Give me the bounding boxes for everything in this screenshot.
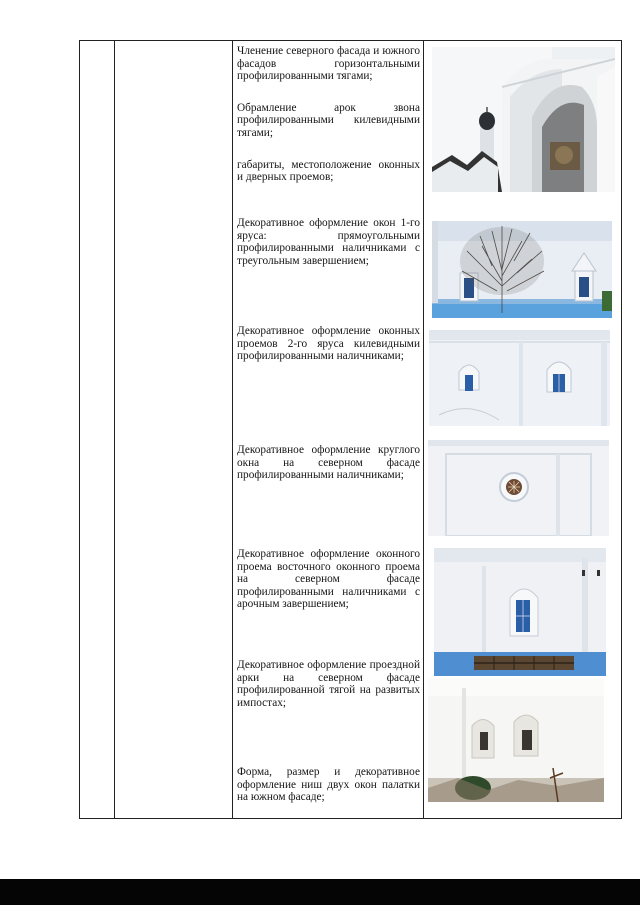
row-1-text — [237, 45, 420, 184]
row-6-paragraph-1: Декоративное оформление проездной арки на северном фасаде профилированной тягой на развитых импостах; — [237, 659, 420, 709]
row-1-paragraph-1: Членение северного фасада и южного фасадов горизонтальными профилированными тягами; — [237, 45, 420, 83]
column-divider-3 — [232, 40, 233, 819]
row-2-text — [237, 217, 420, 267]
row-4-paragraph-1: Декоративное оформление круглого окна на северном фасаде профилированными наличниками; — [237, 444, 420, 482]
column-divider-2 — [114, 40, 115, 819]
row-5-paragraph-1: Декоративное оформление оконного проема восточного оконного проема на северном фасаде профилированными наличниками с арочным завершением; — [237, 548, 420, 611]
row-3-text — [237, 325, 420, 363]
column-divider-1 — [79, 40, 80, 819]
row-7-paragraph-1: Форма, размер и декоративное оформление ниш двух окон палатки на южном фасаде; — [237, 766, 420, 804]
column-divider-4 — [423, 40, 424, 819]
table-bottom-border — [79, 818, 622, 819]
facade-windows-tree-photo — [432, 221, 612, 318]
row-7-text — [237, 766, 420, 804]
row-2-paragraph-1: Декоративное оформление окон 1-го яруса: прямоугольными профилированными наличниками с треугольным завершением; — [237, 217, 420, 267]
column-divider-5 — [621, 40, 622, 819]
row-4-text — [237, 444, 420, 482]
row-6-text — [237, 659, 420, 709]
table-top-border — [79, 40, 622, 41]
row-5-text — [237, 548, 420, 611]
round-window-photo — [428, 440, 609, 536]
arched-window-photo — [434, 548, 606, 676]
row-3-paragraph-1: Декоративное оформление оконных проемов 2-го яруса килевидными профилированными наличниками; — [237, 325, 420, 363]
passage-arch-photo — [428, 678, 604, 802]
scan-bottom-bar — [0, 879, 640, 905]
row-1-paragraph-2: Обрамление арок звона профилированными килевидными тягами; — [237, 101, 420, 139]
second-tier-windows-photo — [429, 330, 610, 426]
row-1-paragraph-3: габариты, местоположение оконных и дверных проемов; — [237, 158, 420, 184]
church-belfry-photo — [432, 47, 615, 192]
